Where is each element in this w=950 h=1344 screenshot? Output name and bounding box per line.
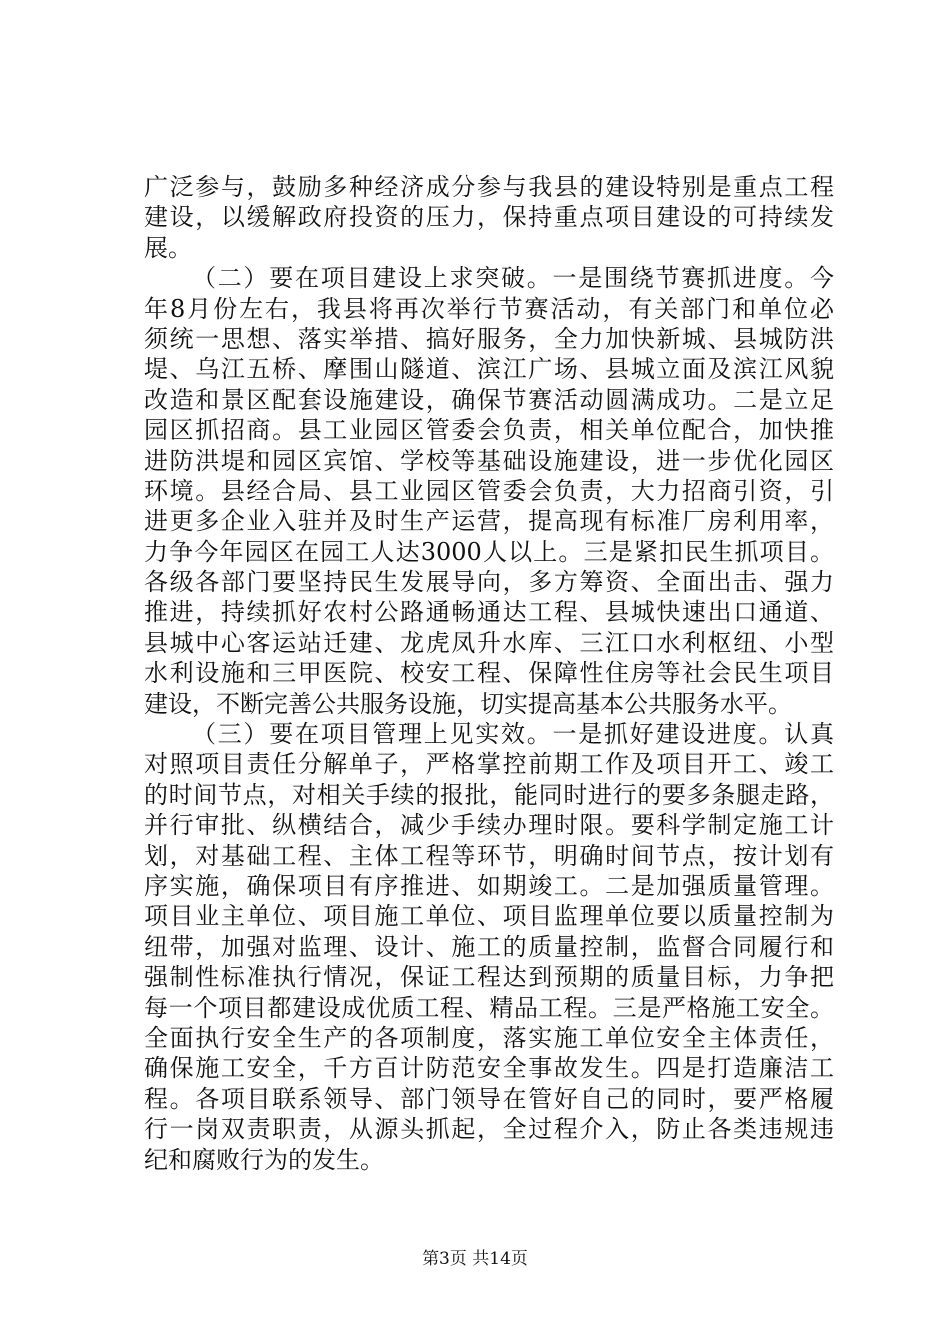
text-line: 序实施，确保项目有序推进、如期竣工。二是加强质量管理。 — [144, 871, 834, 900]
text-line: 年8月份左右，我县将再次举行节赛活动，有关部门和单位必 — [144, 294, 834, 323]
text-line: 的时间节点，对相关手续的报批，能同时进行的要多条腿走路， — [144, 780, 834, 809]
text-line: 程。各项目联系领导、部门领导在管好自己的同时，要严格履 — [144, 1084, 834, 1113]
text-line: （二）要在项目建设上求突破。一是围绕节赛抓进度。今 — [192, 264, 834, 293]
text-line: 堤、乌江五桥、摩围山隧道、滨江广场、县城立面及滨江风貌 — [144, 355, 834, 384]
text-line: 须统一思想、落实举措、搞好服务，全力加快新城、县城防洪 — [144, 324, 834, 353]
text-line: 各级各部门要坚持民生发展导向，多方筹资、全面出击、强力 — [144, 568, 834, 597]
paragraph — [144, 263, 834, 719]
text-line: 纽带，加强对监理、设计、施工的质量控制，监督合同履行和 — [144, 932, 834, 961]
text-line: 并行审批、纵横结合，减少手续办理时限。要科学制定施工计 — [144, 811, 834, 840]
text-line: 建设，以缓解政府投资的压力，保持重点项目建设的可持续发 — [144, 203, 834, 232]
text-line: 广泛参与，鼓励多种经济成分参与我县的建设特别是重点工程 — [144, 173, 834, 201]
document-body — [144, 172, 834, 1175]
text-line: 强制性标准执行情况，保证工程达到预期的质量目标，力争把 — [144, 963, 834, 992]
text-line: 行一岗双责职责，从源头抓起，全过程介入，防止各类违规违 — [144, 1115, 834, 1144]
text-line: 展。 — [144, 233, 192, 262]
text-line: 进防洪堤和园区宾馆、学校等基础设施建设，进一步优化园区 — [144, 446, 834, 475]
text-line: 确保施工安全，千方百计防范安全事故发生。四是打造廉洁工 — [144, 1054, 834, 1083]
text-line: 县城中心客运站迁建、龙虎凤升水库、三江口水利枢纽、小型 — [144, 628, 834, 657]
text-line: 改造和景区配套设施建设，确保节赛活动圆满成功。二是立足 — [144, 385, 834, 414]
text-line: 进更多企业入驻并及时生产运营，提高现有标准厂房利用率， — [144, 507, 834, 536]
paragraph — [144, 172, 834, 263]
text-line: 项目业主单位、项目施工单位、项目监理单位要以质量控制为 — [144, 902, 834, 931]
page-footer: 第3页 共14页 — [422, 1249, 528, 1269]
text-line: 每一个项目都建设成优质工程、精品工程。三是严格施工安全。 — [144, 993, 834, 1022]
text-line: 纪和腐败行为的发生。 — [144, 1145, 384, 1174]
text-line: 划，对基础工程、主体工程等环节，明确时间节点，按计划有 — [144, 841, 834, 870]
text-line: 园区抓招商。县工业园区管委会负责，相关单位配合，加快推 — [144, 416, 834, 445]
text-line: 水利设施和三甲医院、校安工程、保障性住房等社会民生项目 — [144, 659, 834, 688]
text-line: 对照项目责任分解单子，严格掌控前期工作及项目开工、竣工 — [144, 750, 834, 779]
text-line: 全面执行安全生产的各项制度，落实施工单位安全主体责任， — [144, 1023, 834, 1052]
text-line: 力争今年园区在园工人达3000人以上。三是紧扣民生抓项目。 — [144, 537, 834, 566]
text-line: （三）要在项目管理上见实效。一是抓好建设进度。认真 — [192, 720, 834, 749]
text-line: 环境。县经合局、县工业园区管委会负责，大力招商引资，引 — [144, 476, 834, 505]
text-line: 推进，持续抓好农村公路通畅通达工程、县城快速出口通道、 — [144, 598, 834, 627]
paragraph — [144, 719, 834, 1175]
text-line: 建设，不断完善公共服务设施，切实提高基本公共服务水平。 — [144, 689, 792, 718]
